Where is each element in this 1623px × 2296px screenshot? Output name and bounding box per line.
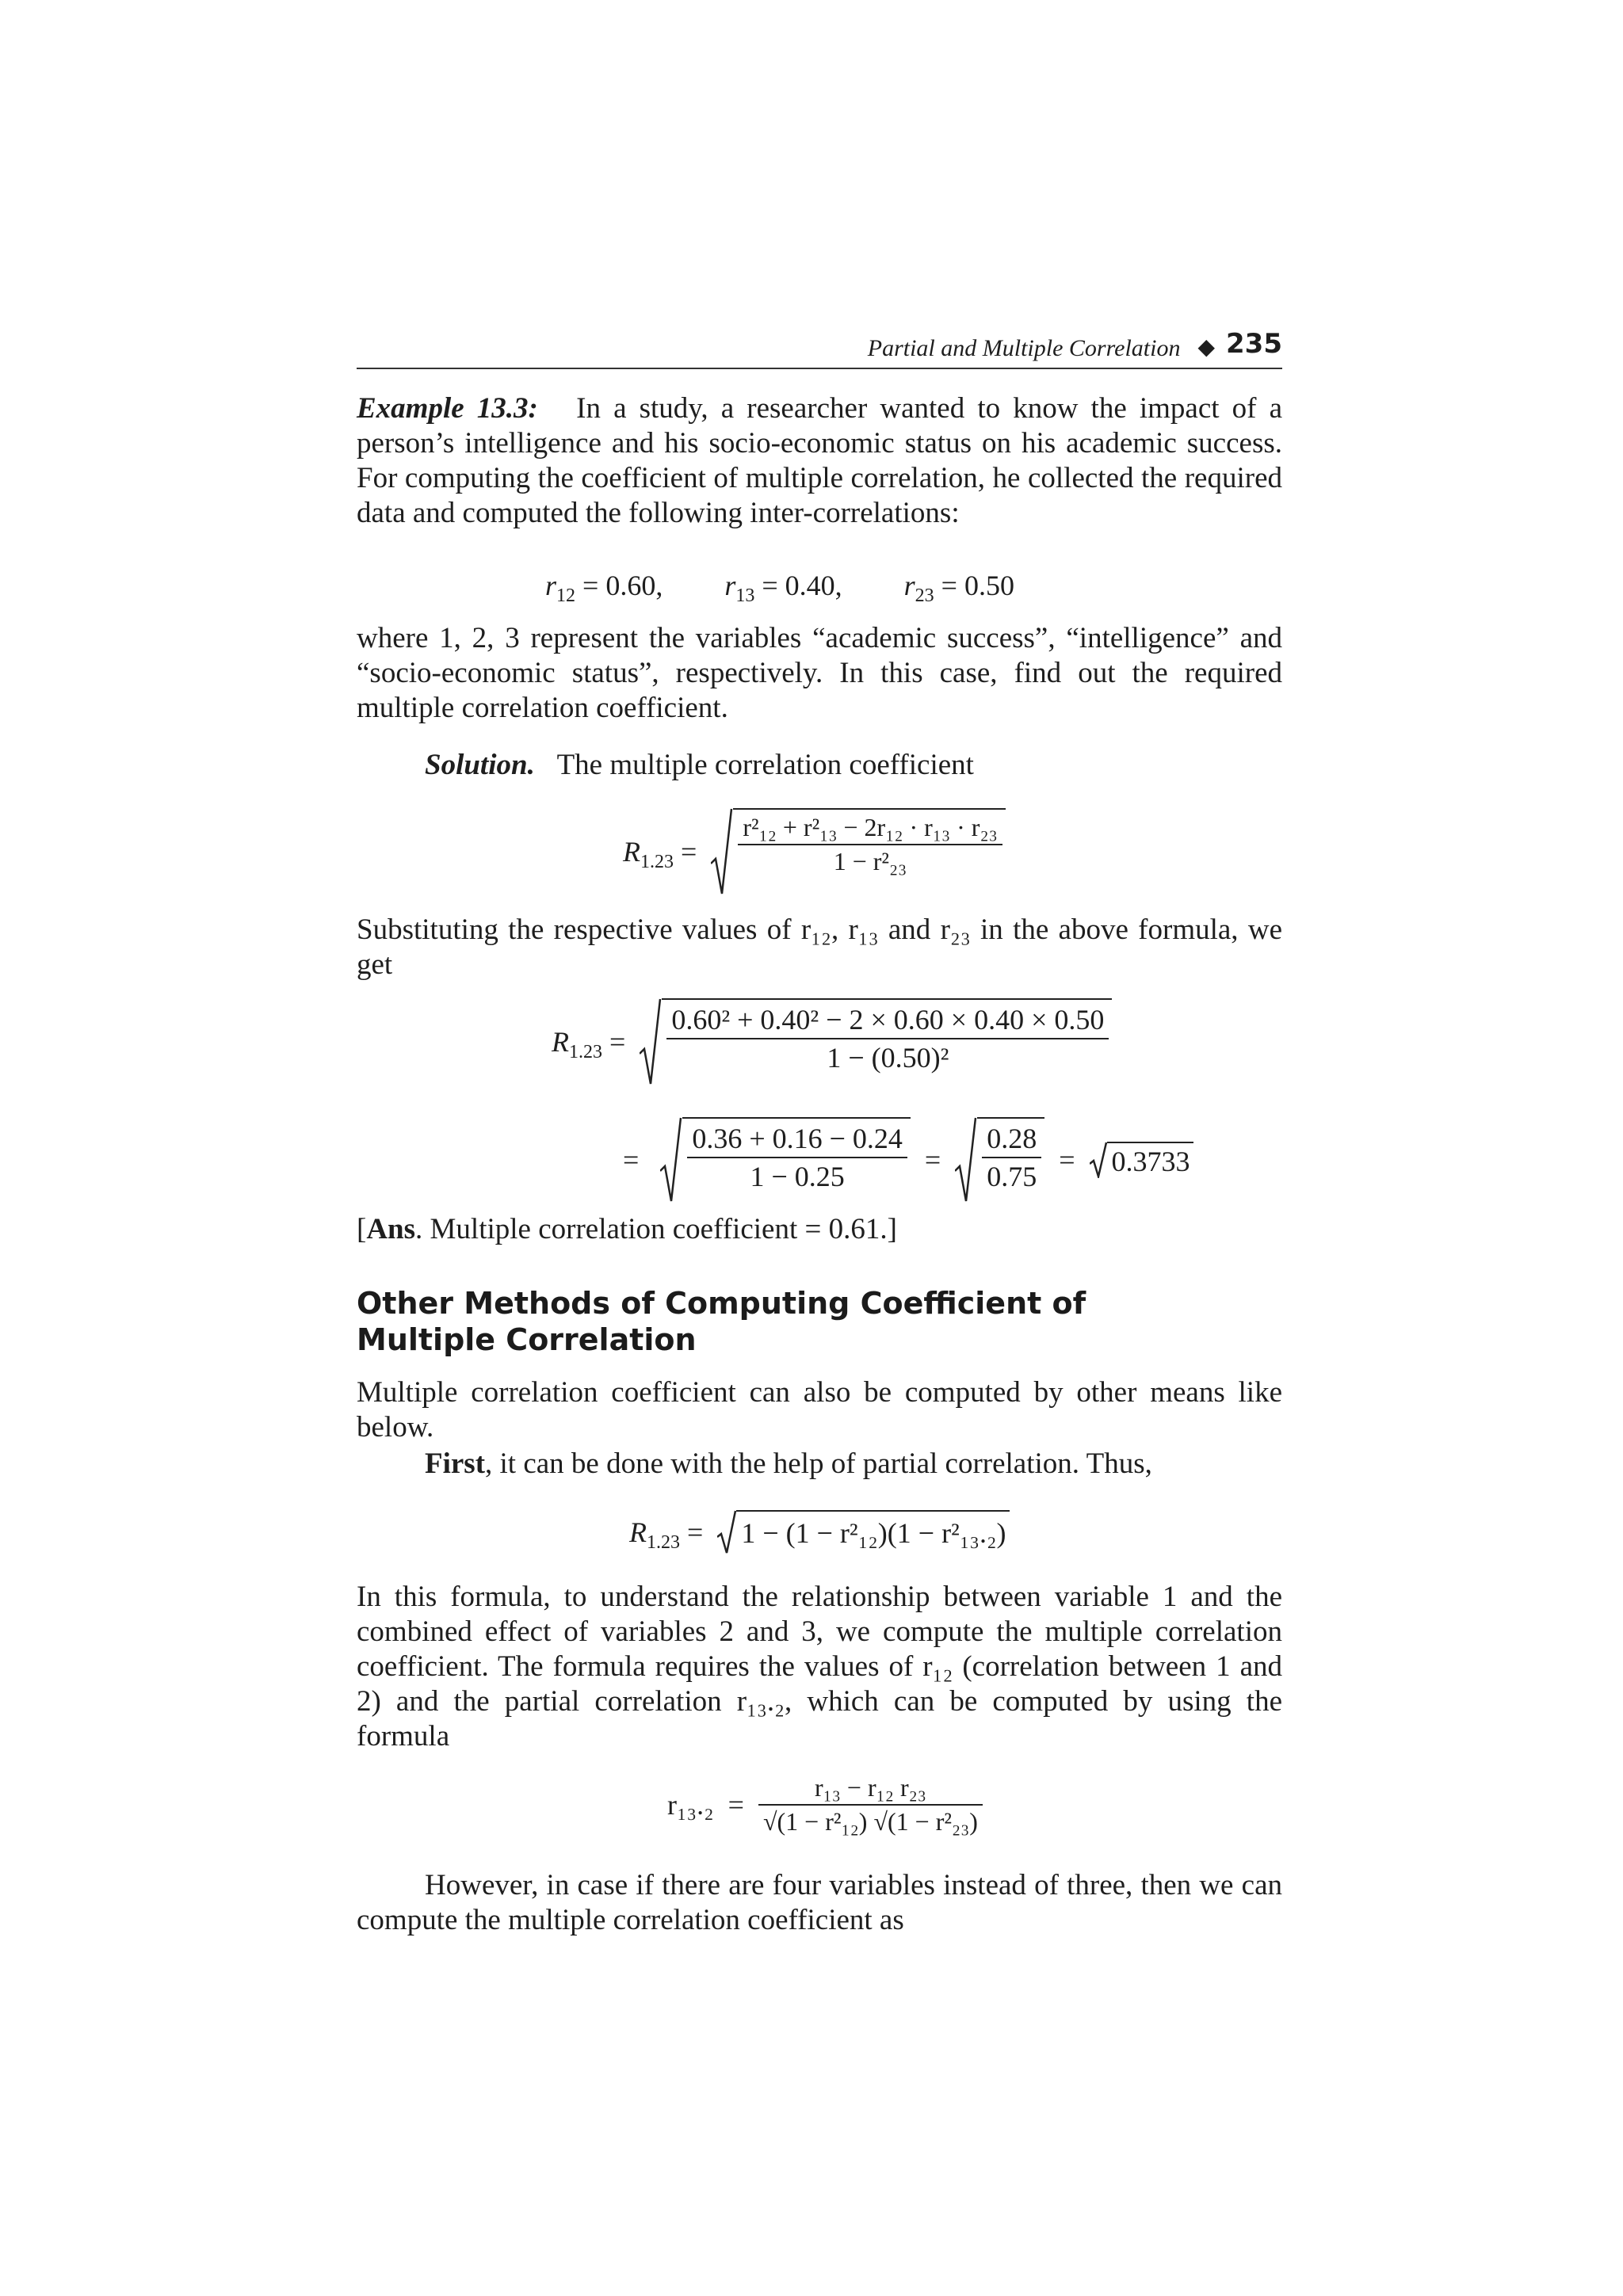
multiple-correlation-formula: $R_{1.23}$ = $\frac{\text{r²₁₂ + r²₁₃ − 2r₁₂ · r₁₃ · r₂₃}}{\text{1 − r²₂₃}}$ [623,808,1006,895]
solution-paragraph [357,748,1282,783]
square-root: $\frac{0.36 + 0.16 - 0.24}{1 - 0.25}$ [660,1117,911,1203]
first-text: , it can be done with the help of partial correlation. Thus, [485,1447,1152,1480]
running-head [357,325,1282,369]
partial-correlation-formula: r₁₃.₂ = $\frac{\text{r₁₃ − r₁₂ r₂₃}}{\text{√(1 − r²₁₂) √(1 − r²₂₃)}}$ [667,1773,983,1836]
first-paragraph [357,1447,1282,1482]
square-root: $\frac{0.28}{0.75}$ [955,1117,1044,1203]
answer-label: Ans [366,1213,416,1245]
section-heading: Other Methods of Computing Coefficient of Multiple Correlation [357,1286,1086,1357]
solution-label: Solution. [425,749,535,781]
solution-text: The multiple correlation coefficient [556,749,974,781]
explain-paragraph: In this formula, to understand the relationship between variable 1 and the combined effect of variables 2 and 3, we compute the multiple correlation coefficient. The formula requires the values of r₁₂ (correlation between 1 and 2) and the partial correlation r₁₃.₂, which can be computed by using the formula [357,1581,1282,1753]
where-paragraph: where 1, 2, 3 represent the variables “academic success”, “intelligence” and “socio-economic status”, respectively. In this case, find out the required multiple correlation coefficient. [357,622,1282,724]
radical-sign-icon [1090,1142,1107,1178]
correlation-r13: $r_{13} = 0.40$, [724,570,842,606]
radical-sign-icon [711,808,733,895]
square-root: $\frac{\text{0.60² + 0.40² − 2 × 0.60 × 0.40 × 0.50}}{\text{1 − (0.50)²}}$ [640,998,1112,1085]
radical-sign-icon [640,998,662,1085]
closing-paragraph: However, in case if there are four variables instead of three, then we can compute the multiple correlation coefficient as [357,1869,1282,1936]
answer-line: [Ans. Multiple correlation coefficient = 0.61.] [357,1213,897,1245]
page-number: 235 [1226,328,1282,360]
intro-paragraph: Multiple correlation coefficient can also be computed by other means like below. [357,1376,1282,1444]
partial-based-formula: $R_{1.23}$ = 1 − (1 − r²₁₂)(1 − r²₁₃.₂) [629,1510,1010,1554]
example-paragraph [357,391,1282,531]
example-label: Example 13.3: [357,392,538,425]
radical-sign-icon [660,1117,682,1203]
calculation-step-1: $R_{1.23}$ = $\frac{\text{0.60² + 0.40² − 2 × 0.60 × 0.40 × 0.50}}{\text{1 − (0.50)²}}$ [552,998,1112,1085]
example-text: In a study, a researcher wanted to know the impact of a person’s intelligence and his socio-economic status on his academic success. For computing the coefficient of multiple correlation, he collected the required data and computed the following inter-correlations: [357,392,1282,529]
correlation-r23: $r_{23} = 0.50$ [903,570,1014,606]
running-title: Partial and Multiple Correlation [867,335,1181,361]
diamond-separator-icon: ◆ [1197,335,1216,360]
correlations-line [545,569,1014,606]
square-root: 1 − (1 − r²₁₂)(1 − r²₁₃.₂) [717,1510,1009,1554]
answer-text: . Multiple correlation coefficient = 0.61.] [415,1213,897,1245]
first-label: First [425,1447,486,1480]
calculation-step-2: = $\frac{0.36 + 0.16 - 0.24}{1 - 0.25}$ = $\frac{0.28}{0.75}$ = 0.3733 [623,1117,1193,1203]
radical-sign-icon [955,1117,977,1203]
square-root: 0.3733 [1090,1142,1193,1178]
substituting-paragraph: Substituting the respective values of r₁₂, r₁₃ and r₂₃ in the above formula, we get [357,913,1282,981]
correlation-r12: $r_{12} = 0.60$, [545,570,663,606]
square-root: $\frac{\text{r²₁₂ + r²₁₃ − 2r₁₂ · r₁₃ · r₂₃}}{\text{1 − r²₂₃}}$ [711,808,1005,895]
radical-sign-icon [717,1510,736,1554]
